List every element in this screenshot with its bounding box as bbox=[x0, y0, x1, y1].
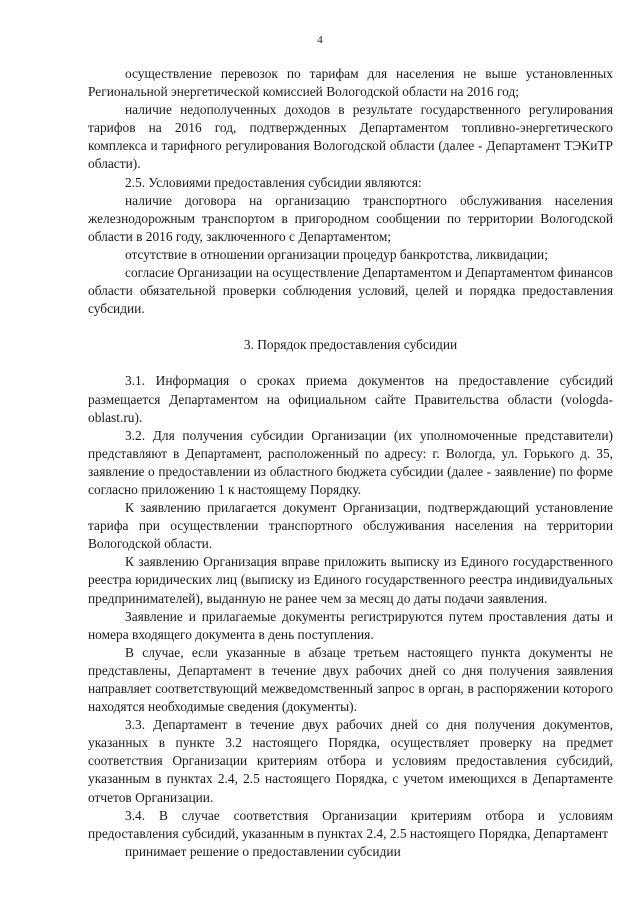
paragraph: 3.3. Департамент в течение двух рабочих дней со дня получения документов, указанных в пункте 3.2 настоящего Порядка, осуществляет проверку на предмет соответствия Организации критериям отбора и условиям предоставления субсидий, указанным в пунктах 2.4, 2.5 настоящего Порядка, с учетом имеющихся в Департаменте отчетов Организации. bbox=[88, 717, 613, 805]
partial-line: принимает решение о предоставлении субсидии bbox=[125, 843, 401, 859]
paragraph: 2.5. Условиями предоставления субсидии являются: bbox=[125, 174, 422, 190]
section-heading: 3. Порядок предоставления субсидии bbox=[243, 337, 458, 353]
document-body bbox=[88, 65, 613, 861]
paragraph: наличие недополученных доходов в результате государственного регулирования тарифов на 2016 год, подтвержденных Департаментом топливно-энергетического комплекса и тарифного регулирования Вологодской области (далее - Департамент ТЭКиТР области). bbox=[88, 102, 613, 172]
paragraph: 3.2. Для получения субсидии Организации (их уполномоченные представители) представляют в Департамент, расположенный по адресу: г. Вологда, ул. Горького д. 35, заявление о предоставлении из областного бюджета субсидии (далее - заявление) по форме согласно приложению 1 к настоящему Порядку. bbox=[88, 427, 613, 497]
paragraph: отсутствие в отношении организации процедур банкротства, ликвидации; bbox=[125, 246, 548, 262]
paragraph: Заявление и прилагаемые документы регистрируются путем проставления даты и номера входящего документа в день поступления. bbox=[88, 608, 613, 642]
paragraph: К заявлению Организация вправе приложить выписку из Единого государственного реестра юридических лиц (выписку из Единого государственного реестра индивидуальных предпринимателей), выданную не ранее чем за месяц до даты подачи заявления. bbox=[88, 554, 613, 606]
page-number: 4 bbox=[317, 34, 323, 46]
paragraph: 3.4. В случае соответствия Организации критериям отбора и условиям предоставления субсидий, указанным в пунктах 2.4, 2.5 настоящего Порядка, Департамент bbox=[88, 807, 613, 841]
paragraph: К заявлению прилагается документ Организации, подтверждающий установление тарифа при осуществлении транспортного обслуживания населения на территории Вологодской области. bbox=[88, 500, 613, 552]
paragraph: осуществление перевозок по тарифам для населения не выше установленных Региональной энергетической комиссией Вологодской области на 2016 год; bbox=[88, 66, 613, 100]
paragraph: наличие договора на организацию транспортного обслуживания населения железнодорожным транспортом в пригородном сообщении по территории Вологодской области в 2016 году, заключенного с Департаментом; bbox=[88, 192, 613, 244]
paragraph: согласие Организации на осуществление Департаментом и Департаментом финансов области обязательной проверки соблюдения условий, целей и порядка предоставления субсидии. bbox=[88, 265, 613, 317]
paragraph: 3.1. Информация о сроках приема документов на предоставление субсидий размещается Департаментом на официальном сайте Правительства области (vologda-oblast.ru). bbox=[88, 373, 613, 425]
paragraph: В случае, если указанные в абзаце третьем настоящего пункта документы не представлены, Департамент в течение двух рабочих дней со дня получения заявления направляет соответствующий межведомственный запрос в орган, в распоряжении которого находятся необходимые сведения (документы). bbox=[88, 644, 613, 715]
